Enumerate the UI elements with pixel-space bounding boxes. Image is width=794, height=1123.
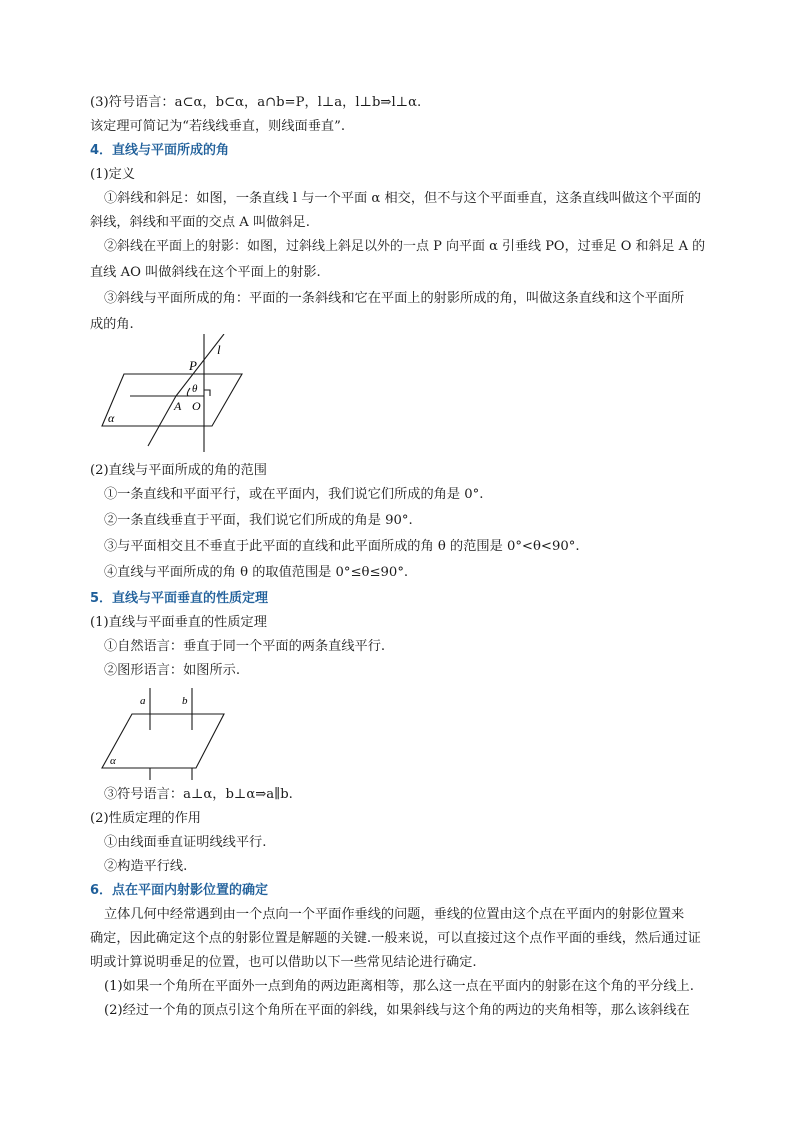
- label-theta: θ: [192, 383, 198, 395]
- label-a: a: [140, 695, 146, 707]
- section-heading: 4．直线与平面所成的角: [90, 143, 230, 158]
- text-line: 明或计算说明垂足的位置，也可以借助以下一些常见结论进行确定.: [90, 955, 477, 970]
- figure-oblique-line: [96, 334, 246, 452]
- section-heading: 5．直线与平面垂直的性质定理: [90, 591, 269, 606]
- label-A: A: [174, 399, 182, 413]
- label-alpha: α: [110, 755, 116, 767]
- text-line: (1)直线与平面垂直的性质定理: [90, 615, 267, 630]
- text-line: (1)如果一个角所在平面外一点到角的两边距离相等，那么这一点在平面内的射影在这个角的平分线上.: [104, 979, 694, 994]
- oblique-line-l-below: [148, 396, 176, 446]
- text-line: (2)性质定理的作用: [90, 811, 201, 826]
- figure-parallel-perpendiculars: [98, 688, 228, 780]
- text-line: 直线 AO 叫做斜线在这个平面上的射影.: [90, 265, 321, 280]
- right-angle-mark: [204, 390, 210, 396]
- plane-alpha: [102, 374, 242, 426]
- text-line: ①自然语言：垂直于同一个平面的两条直线平行.: [104, 639, 386, 654]
- text-line: ③斜线与平面所成的角：平面的一条斜线和它在平面上的射影所成的角，叫做这条直线和这个平面所: [104, 291, 685, 306]
- plane-alpha: [102, 714, 224, 768]
- text-line: ①一条直线和平面平行，或在平面内，我们说它们所成的角是 0°.: [104, 487, 484, 502]
- label-O: O: [192, 399, 201, 413]
- label-P: P: [189, 358, 197, 373]
- text-line: (2)直线与平面所成的角的范围: [90, 463, 267, 478]
- label-l: l: [217, 342, 221, 357]
- text-line: ②一条直线垂直于平面，我们说它们所成的角是 90°.: [104, 513, 413, 528]
- text-line: ②斜线在平面上的射影：如图，过斜线上斜足以外的一点 P 向平面 α 引垂线 PO，过垂足 O 和斜足 A 的: [104, 239, 706, 254]
- text-line: 成的角.: [90, 317, 134, 332]
- text-line: ①由线面垂直证明线线平行.: [104, 835, 267, 850]
- label-alpha: α: [108, 411, 115, 425]
- text-line: 立体几何中经常遇到由一个点向一个平面作垂线的问题，垂线的位置由这个点在平面内的射影位置来: [104, 907, 685, 922]
- text-line: 斜线，斜线和平面的交点 A 叫做斜足.: [90, 215, 310, 230]
- text-line: ③与平面相交且不垂直于此平面的直线和此平面所成的角 θ 的范围是 0°<θ<90°.: [104, 539, 580, 554]
- label-b: b: [182, 695, 188, 707]
- text-line: (3)符号语言：a⊂α，b⊂α，a∩b=P，l⊥a，l⊥b⇒l⊥α.: [90, 95, 422, 110]
- text-line: ②图形语言：如图所示.: [104, 663, 241, 678]
- text-line: ③符号语言：a⊥α，b⊥α⇒a∥b.: [104, 787, 293, 802]
- text-line: 该定理可简记为“若线线垂直，则线面垂直”.: [90, 119, 346, 134]
- text-line: ②构造平行线.: [104, 859, 188, 874]
- text-line: (1)定义: [90, 167, 136, 182]
- text-line: ④直线与平面所成的角 θ 的取值范围是 0°≤θ≤90°.: [104, 565, 409, 580]
- text-line: ①斜线和斜足：如图，一条直线 l 与一个平面 α 相交，但不与这个平面垂直，这条直线叫做这个平面的: [104, 191, 701, 206]
- angle-arc: [187, 388, 190, 396]
- section-heading: 6．点在平面内射影位置的确定: [90, 883, 269, 898]
- text-line: (2)经过一个角的顶点引这个角所在平面的斜线，如果斜线与这个角的两边的夹角相等，那么该斜线在: [104, 1003, 690, 1018]
- text-line: 确定，因此确定这个点的射影位置是解题的关键.一般来说，可以直接过这个点作平面的垂线，然后通过证: [90, 931, 701, 946]
